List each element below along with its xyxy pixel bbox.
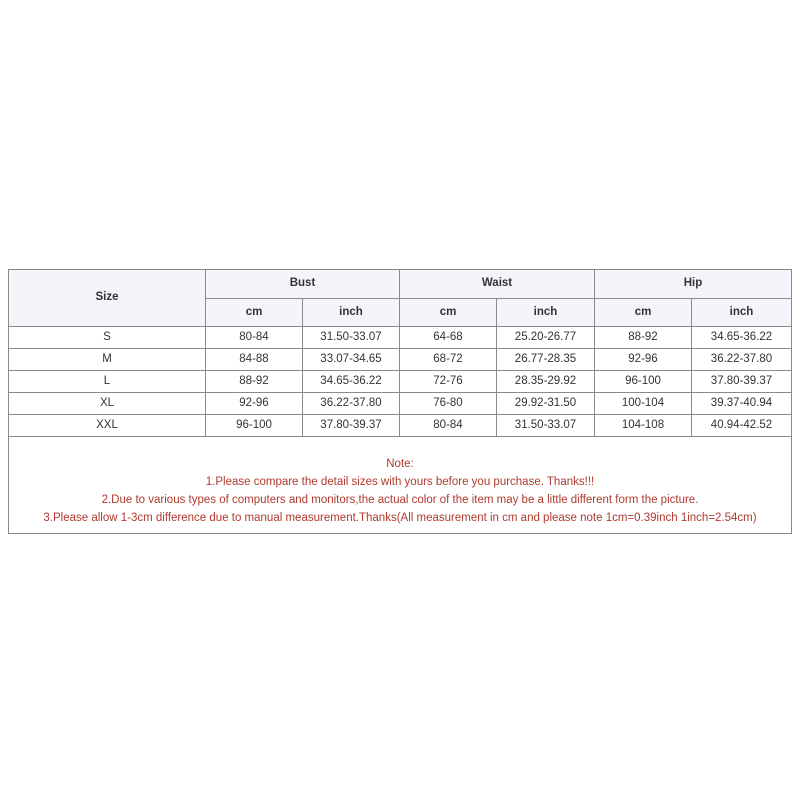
hip-inch-cell: 37.80-39.37 [692,371,792,393]
unit-header: inch [692,299,792,327]
note-row [9,437,792,534]
size-column-header: Size [9,270,206,327]
unit-header: cm [400,299,497,327]
hip-cm-cell: 104-108 [595,415,692,437]
note-line-2: 2.Due to various types of computers and monitors,the actual color of the item may be a little different form the picture. [101,494,699,506]
table-row [9,371,792,393]
table-row [9,327,792,349]
waist-inch-cell: 28.35-29.92 [497,371,595,393]
hip-cm-cell: 96-100 [595,371,692,393]
bust-inch-cell: 31.50-33.07 [303,327,400,349]
bust-cm-cell: 80-84 [206,327,303,349]
bust-cm-cell: 84-88 [206,349,303,371]
note-title: Note: [386,458,414,470]
bust-inch-cell: 33.07-34.65 [303,349,400,371]
table-row [9,393,792,415]
bust-group-header: Bust [206,270,400,299]
hip-inch-cell: 34.65-36.22 [692,327,792,349]
hip-cm-cell: 92-96 [595,349,692,371]
bust-inch-cell: 37.80-39.37 [303,415,400,437]
note-line-3: 3.Please allow 1-3cm difference due to manual measurement.Thanks(All measurement in cm and please note 1cm=0.39inch 1inch=2.54cm) [43,512,757,524]
bust-cm-cell: 92-96 [206,393,303,415]
hip-inch-cell: 39.37-40.94 [692,393,792,415]
waist-cm-cell: 72-76 [400,371,497,393]
waist-inch-cell: 25.20-26.77 [497,327,595,349]
waist-cm-cell: 76-80 [400,393,497,415]
size-cell: M [9,349,206,371]
waist-group-header: Waist [400,270,595,299]
size-cell: L [9,371,206,393]
hip-group-header: Hip [595,270,792,299]
note-cell [9,437,792,534]
hip-inch-cell: 40.94-42.52 [692,415,792,437]
hip-cm-cell: 88-92 [595,327,692,349]
waist-inch-cell: 31.50-33.07 [497,415,595,437]
bust-cm-cell: 88-92 [206,371,303,393]
hip-inch-cell: 36.22-37.80 [692,349,792,371]
note-line-1: 1.Please compare the detail sizes with yours before you purchase. Thanks!!! [205,476,595,488]
table-row [9,349,792,371]
waist-cm-cell: 68-72 [400,349,497,371]
size-cell: XXL [9,415,206,437]
size-chart-table [8,269,792,534]
unit-header: cm [206,299,303,327]
waist-cm-cell: 80-84 [400,415,497,437]
waist-inch-cell: 29.92-31.50 [497,393,595,415]
hip-cm-cell: 100-104 [595,393,692,415]
table-row [9,415,792,437]
bust-cm-cell: 96-100 [206,415,303,437]
bust-inch-cell: 36.22-37.80 [303,393,400,415]
header-row-groups [9,270,792,299]
bust-inch-cell: 34.65-36.22 [303,371,400,393]
waist-inch-cell: 26.77-28.35 [497,349,595,371]
waist-cm-cell: 64-68 [400,327,497,349]
unit-header: inch [497,299,595,327]
unit-header: cm [595,299,692,327]
size-cell: S [9,327,206,349]
size-cell: XL [9,393,206,415]
unit-header: inch [303,299,400,327]
